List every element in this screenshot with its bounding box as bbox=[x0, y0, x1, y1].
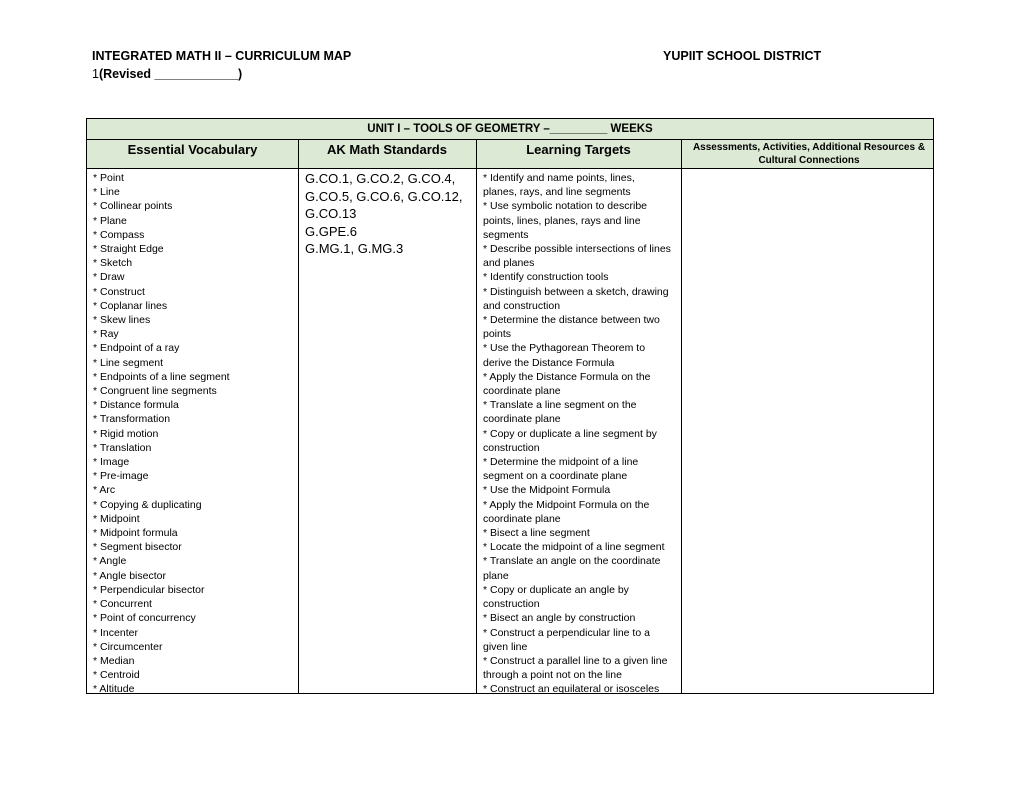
learning-target-line: coordinate plane bbox=[483, 385, 561, 398]
vocabulary-item: * Incenter bbox=[93, 626, 138, 639]
curriculum-table bbox=[86, 118, 934, 694]
learning-target-line: * Determine the midpoint of a line bbox=[483, 456, 639, 469]
column-divider bbox=[476, 140, 477, 693]
vocabulary-item: * Plane bbox=[93, 214, 127, 227]
vocabulary-item: * Median bbox=[93, 654, 135, 667]
learning-target-line: * Translate a line segment on the bbox=[483, 399, 637, 412]
vocabulary-item: * Coplanar lines bbox=[93, 299, 168, 312]
vocabulary-item: * Altitude bbox=[93, 683, 135, 696]
vocabulary-item: * Centroid bbox=[93, 669, 140, 682]
learning-target-line: * Use symbolic notation to describe bbox=[483, 200, 647, 213]
vocabulary-item: * Pre-image bbox=[93, 470, 149, 483]
vocabulary-item: * Copying & duplicating bbox=[93, 498, 202, 511]
learning-targets-cell bbox=[483, 171, 681, 697]
vocabulary-item: * Construct bbox=[93, 285, 145, 298]
learning-target-line: * Translate an angle on the coordinate bbox=[483, 555, 661, 568]
learning-target-line: * Locate the midpoint of a line segment bbox=[483, 541, 665, 554]
vocabulary-item: * Segment bisector bbox=[93, 541, 182, 554]
standards-cell bbox=[305, 170, 475, 258]
standard-item: G.CO.1, G.CO.2, G.CO.4, bbox=[305, 171, 456, 186]
learning-target-line: * Use the Midpoint Formula bbox=[483, 484, 611, 497]
learning-target-line: derive the Distance Formula bbox=[483, 356, 615, 369]
page-number: 1 bbox=[92, 67, 99, 81]
header-essential-vocabulary: Essential Vocabulary bbox=[127, 142, 258, 157]
vocabulary-item: * Transformation bbox=[93, 413, 171, 426]
learning-target-line: * Construct an equilateral or isosceles bbox=[483, 683, 660, 696]
learning-target-line: * Identify and name points, lines, bbox=[483, 172, 635, 184]
learning-target-line: points, lines, planes, rays and line bbox=[483, 214, 641, 227]
standard-item: G.CO.5, G.CO.6, G.CO.12, bbox=[305, 188, 463, 204]
vocabulary-item: * Perpendicular bisector bbox=[93, 583, 205, 596]
header-ak-math-standards: AK Math Standards bbox=[327, 142, 447, 157]
vocabulary-item: * Congruent line segments bbox=[93, 385, 217, 398]
learning-target-line: segment on a coordinate plane bbox=[483, 470, 628, 483]
learning-target-line: points bbox=[483, 328, 512, 341]
standard-item: G.GPE.6 bbox=[305, 223, 358, 239]
vocabulary-item: * Midpoint formula bbox=[93, 527, 178, 540]
vocabulary-item: * Image bbox=[93, 456, 130, 469]
assessments-cell bbox=[682, 170, 933, 694]
vocabulary-item: * Distance formula bbox=[93, 399, 179, 412]
vocabulary-item: * Compass bbox=[93, 228, 145, 241]
learning-target-line: construction bbox=[483, 598, 540, 611]
learning-target-line: and planes bbox=[483, 257, 535, 270]
unit-title: UNIT I – TOOLS OF GEOMETRY –_________ WEEKS bbox=[87, 119, 933, 140]
standards-list bbox=[305, 170, 475, 258]
vocabulary-item: * Arc bbox=[93, 484, 116, 497]
vocabulary-item: * Angle bisector bbox=[93, 569, 166, 582]
vocabulary-item: * Ray bbox=[93, 328, 119, 341]
learning-target-line: * Distinguish between a sketch, drawing bbox=[483, 285, 669, 298]
learning-target-line: given line bbox=[483, 640, 528, 653]
vocabulary-item: * Rigid motion bbox=[93, 427, 159, 440]
learning-target-line: segments bbox=[483, 228, 529, 241]
column-header-row bbox=[87, 140, 933, 169]
learning-target-line: * Use the Pythagorean Theorem to bbox=[483, 342, 646, 355]
vocabulary-cell bbox=[93, 171, 297, 697]
vocabulary-item: * Endpoint of a ray bbox=[93, 342, 180, 355]
district-name: YUPIIT SCHOOL DISTRICT bbox=[663, 49, 822, 63]
learning-target-line: construction bbox=[483, 441, 540, 454]
learning-target-line: * Construct a perpendicular line to a bbox=[483, 626, 650, 639]
column-divider bbox=[298, 140, 299, 693]
vocabulary-item: * Point bbox=[93, 172, 124, 184]
revised-label: (Revised ____________) bbox=[98, 67, 243, 81]
vocabulary-item: * Translation bbox=[93, 441, 152, 454]
learning-target-line: plane bbox=[483, 569, 509, 582]
learning-target-line: * Copy or duplicate an angle by bbox=[483, 583, 629, 596]
vocabulary-item: * Midpoint bbox=[93, 512, 140, 525]
learning-target-line: * Apply the Distance Formula on the bbox=[483, 370, 651, 383]
learning-targets-list bbox=[483, 171, 681, 697]
learning-target-line: planes, rays, and line segments bbox=[483, 186, 631, 199]
vocabulary-item: * Skew lines bbox=[93, 314, 151, 327]
learning-target-line: * Copy or duplicate a line segment by bbox=[483, 427, 657, 440]
vocabulary-item: * Collinear points bbox=[93, 200, 173, 213]
learning-target-line: * Bisect an angle by construction bbox=[483, 612, 636, 625]
vocabulary-list bbox=[93, 171, 297, 697]
document-title: INTEGRATED MATH II – CURRICULUM MAP bbox=[92, 49, 352, 63]
learning-target-line: coordinate plane bbox=[483, 413, 561, 426]
learning-target-line: * Describe possible intersections of lines bbox=[483, 243, 671, 256]
vocabulary-item: * Straight Edge bbox=[93, 243, 164, 256]
learning-target-line: * Apply the Midpoint Formula on the bbox=[483, 498, 650, 511]
vocabulary-item: * Line segment bbox=[93, 356, 164, 369]
revised-line bbox=[92, 67, 242, 81]
learning-target-line: * Identify construction tools bbox=[483, 271, 609, 284]
vocabulary-item: * Sketch bbox=[93, 257, 133, 270]
vocabulary-item: * Circumcenter bbox=[93, 640, 163, 653]
vocabulary-item: * Point of concurrency bbox=[93, 612, 196, 625]
vocabulary-item: * Concurrent bbox=[93, 598, 152, 611]
learning-target-line: * Bisect a line segment bbox=[483, 527, 590, 540]
learning-target-line: through a point not on the line bbox=[483, 669, 622, 682]
standard-item: G.CO.13 bbox=[305, 206, 357, 222]
vocabulary-item: * Angle bbox=[93, 555, 127, 568]
standard-item: G.MG.1, G.MG.3 bbox=[305, 241, 404, 257]
header-assessments: Assessments, Activities, Additional Resources & Cultural Connections bbox=[692, 142, 926, 166]
learning-target-line: * Determine the distance between two bbox=[483, 314, 660, 327]
learning-target-line: * Construct a parallel line to a given line bbox=[483, 654, 668, 667]
learning-target-line: coordinate plane bbox=[483, 512, 561, 525]
learning-target-line: and construction bbox=[483, 299, 561, 312]
vocabulary-item: * Draw bbox=[93, 271, 125, 284]
vocabulary-item: * Line bbox=[93, 186, 120, 199]
vocabulary-item: * Endpoints of a line segment bbox=[93, 370, 230, 383]
header-learning-targets: Learning Targets bbox=[526, 142, 631, 157]
